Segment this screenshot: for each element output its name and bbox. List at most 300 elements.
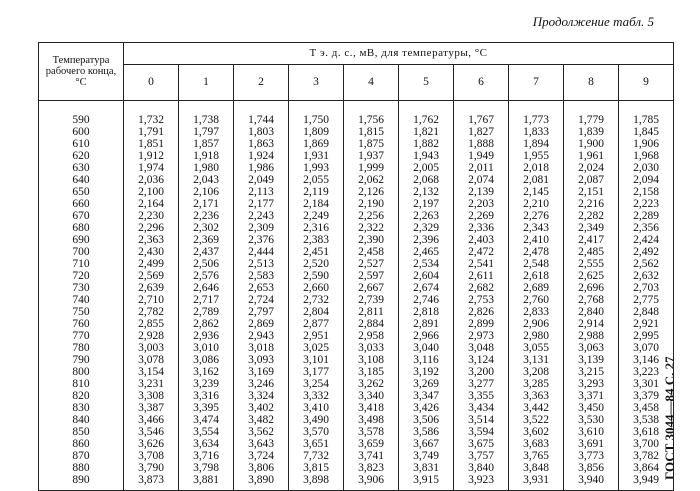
emf-cell: 2,717: [179, 294, 234, 306]
emf-cell: 1,821: [399, 126, 454, 138]
emf-cell: 2,164: [124, 198, 179, 210]
emf-cell: 2,343: [509, 222, 564, 234]
emf-cell: 2,094: [619, 174, 674, 186]
table-row: [39, 174, 674, 186]
emf-cell: 2,966: [399, 330, 454, 342]
emf-cell: 2,891: [399, 318, 454, 330]
temperature-cell: 880: [39, 462, 124, 474]
emf-cell: 2,106: [179, 186, 234, 198]
emf-cell: 2,356: [619, 222, 674, 234]
emf-cell: 2,329: [399, 222, 454, 234]
emf-cell: 2,646: [179, 282, 234, 294]
emf-cell: 1,894: [509, 138, 564, 150]
emf-cell: 2,081: [509, 174, 564, 186]
emf-cell: 2,804: [289, 306, 344, 318]
table-row: [39, 162, 674, 174]
column-header-2: 2: [234, 64, 289, 100]
emf-cell: 2,562: [619, 258, 674, 270]
emf-cell: 3,618: [619, 426, 674, 438]
table-continuation-caption: Продолжение табл. 5: [532, 14, 654, 29]
temperature-cell: 710: [39, 258, 124, 270]
emf-cell: 3,873: [124, 474, 179, 491]
emf-cell: 2,171: [179, 198, 234, 210]
emf-cell: 2,074: [454, 174, 509, 186]
emf-cell: 3,634: [179, 438, 234, 450]
column-header-1: 1: [179, 64, 234, 100]
table-row: [39, 186, 674, 198]
emf-cell: 3,651: [289, 438, 344, 450]
emf-cell: 3,602: [509, 426, 564, 438]
header-temperature: Температура рабочего конца, °С: [39, 43, 124, 101]
emf-cell: 2,011: [454, 162, 509, 174]
emf-cell: 1,980: [179, 162, 234, 174]
emf-cell: 3,308: [124, 390, 179, 402]
temperature-cell: 690: [39, 234, 124, 246]
column-header-4: 4: [344, 64, 399, 100]
column-header-6: 6: [454, 64, 509, 100]
emf-cell: 2,492: [619, 246, 674, 258]
emf-cell: 2,855: [124, 318, 179, 330]
emf-cell: 1,986: [234, 162, 289, 174]
emf-cell: 3,379: [619, 390, 674, 402]
emf-cell: 2,921: [619, 318, 674, 330]
emf-cell: 3,724: [234, 450, 289, 462]
emf-cell: 2,980: [509, 330, 564, 342]
emf-cell: 3,522: [509, 414, 564, 426]
emf-cell: 3,474: [179, 414, 234, 426]
emf-cell: 3,906: [344, 474, 399, 491]
emf-cell: 2,465: [399, 246, 454, 258]
emf-cell: 2,760: [509, 294, 564, 306]
emf-cell: 2,995: [619, 330, 674, 342]
emf-cell: 2,696: [564, 282, 619, 294]
emf-cell: 2,263: [399, 210, 454, 222]
emf-cell: 2,569: [124, 270, 179, 282]
emf-cell: 2,139: [454, 186, 509, 198]
emf-cell: 1,785: [619, 114, 674, 126]
emf-cell: 2,087: [564, 174, 619, 186]
emf-cell: 3,070: [619, 342, 674, 354]
emf-cell: 3,570: [289, 426, 344, 438]
emf-cell: 3,675: [454, 438, 509, 450]
emf-cell: 2,190: [344, 198, 399, 210]
temperature-cell: 720: [39, 270, 124, 282]
emf-cell: 3,773: [564, 450, 619, 462]
emf-cell: 2,513: [234, 258, 289, 270]
emf-cell: 2,534: [399, 258, 454, 270]
emf-cell: 3,514: [454, 414, 509, 426]
emf-cell: 2,689: [509, 282, 564, 294]
emf-cell: 2,520: [289, 258, 344, 270]
emf-cell: 2,833: [509, 306, 564, 318]
emf-cell: 2,951: [289, 330, 344, 342]
emf-cell: 3,890: [234, 474, 289, 491]
temperature-cell: 840: [39, 414, 124, 426]
emf-cell: 2,043: [179, 174, 234, 186]
temperature-cell: 620: [39, 150, 124, 162]
emf-cell: 2,210: [509, 198, 564, 210]
emf-cell: 3,708: [124, 450, 179, 462]
emf-cell: 2,789: [179, 306, 234, 318]
emf-cell: 2,797: [234, 306, 289, 318]
temperature-cell: 750: [39, 306, 124, 318]
emf-cell: 2,197: [399, 198, 454, 210]
emf-cell: 3,749: [399, 450, 454, 462]
emf-cell: 2,119: [289, 186, 344, 198]
emf-cell: 3,285: [509, 378, 564, 390]
column-header-3: 3: [289, 64, 344, 100]
emf-cell: 2,768: [564, 294, 619, 306]
emf-cell: 3,586: [399, 426, 454, 438]
emf-cell: 2,068: [399, 174, 454, 186]
emf-cell: 2,753: [454, 294, 509, 306]
table-row: [39, 318, 674, 330]
column-header-9: 9: [619, 64, 674, 100]
table-row: [39, 210, 674, 222]
emf-cell: 3,301: [619, 378, 674, 390]
emf-cell: 3,426: [399, 402, 454, 414]
emf-cell: 3,316: [179, 390, 234, 402]
emf-cell: 2,005: [399, 162, 454, 174]
temperature-cell: 640: [39, 174, 124, 186]
column-header-0: 0: [124, 64, 179, 100]
temperature-cell: 860: [39, 438, 124, 450]
emf-cell: 2,126: [344, 186, 399, 198]
table-row: [39, 342, 674, 354]
emf-cell: 2,018: [509, 162, 564, 174]
emf-cell: 2,611: [454, 270, 509, 282]
emf-cell: 3,790: [124, 462, 179, 474]
emf-cell: 2,458: [344, 246, 399, 258]
emf-cell: 1,833: [509, 126, 564, 138]
table-row: [39, 390, 674, 402]
emf-cell: 3,162: [179, 366, 234, 378]
temperature-cell: 740: [39, 294, 124, 306]
table-row: [39, 282, 674, 294]
emf-cell: 2,877: [289, 318, 344, 330]
emf-cell: 2,216: [564, 198, 619, 210]
temperature-cell: 770: [39, 330, 124, 342]
emf-cell: 3,332: [289, 390, 344, 402]
table-row: [39, 234, 674, 246]
emf-table: [38, 42, 674, 491]
emf-cell: 3,782: [619, 450, 674, 462]
emf-cell: 2,618: [509, 270, 564, 282]
emf-cell: 1,993: [289, 162, 344, 174]
emf-cell: 1,839: [564, 126, 619, 138]
emf-cell: 3,018: [234, 342, 289, 354]
emf-cell: 2,862: [179, 318, 234, 330]
emf-cell: 2,151: [564, 186, 619, 198]
emf-cell: 3,293: [564, 378, 619, 390]
table-row: [39, 198, 674, 210]
emf-cell: 2,869: [234, 318, 289, 330]
emf-cell: 3,215: [564, 366, 619, 378]
emf-cell: 2,775: [619, 294, 674, 306]
emf-cell: 3,003: [124, 342, 179, 354]
emf-cell: 1,906: [619, 138, 674, 150]
temperature-cell: 630: [39, 162, 124, 174]
emf-cell: 2,632: [619, 270, 674, 282]
emf-cell: 3,371: [564, 390, 619, 402]
emf-cell: 2,100: [124, 186, 179, 198]
table-row: [39, 438, 674, 450]
table-row: [39, 246, 674, 258]
temperature-cell: 610: [39, 138, 124, 150]
emf-cell: 3,466: [124, 414, 179, 426]
emf-cell: 2,282: [564, 210, 619, 222]
emf-cell: 1,815: [344, 126, 399, 138]
emf-cell: 3,395: [179, 402, 234, 414]
emf-cell: 3,363: [509, 390, 564, 402]
emf-cell: 2,036: [124, 174, 179, 186]
emf-cell: 1,961: [564, 150, 619, 162]
emf-cell: 3,139: [564, 354, 619, 366]
emf-cell: 2,848: [619, 306, 674, 318]
emf-cell: 2,236: [179, 210, 234, 222]
temperature-cell: 850: [39, 426, 124, 438]
emf-cell: 3,169: [234, 366, 289, 378]
emf-cell: 3,659: [344, 438, 399, 450]
emf-cell: 3,262: [344, 378, 399, 390]
emf-cell: 3,490: [289, 414, 344, 426]
emf-cell: 2,660: [289, 282, 344, 294]
emf-cell: 3,387: [124, 402, 179, 414]
table-row: [39, 294, 674, 306]
emf-cell: 3,643: [234, 438, 289, 450]
emf-cell: 7,732: [289, 450, 344, 462]
emf-cell: 2,451: [289, 246, 344, 258]
emf-cell: 1,943: [399, 150, 454, 162]
emf-cell: 3,254: [289, 378, 344, 390]
emf-cell: 2,597: [344, 270, 399, 282]
emf-cell: 3,355: [454, 390, 509, 402]
emf-cell: 2,674: [399, 282, 454, 294]
table-row: [39, 330, 674, 342]
emf-cell: 2,158: [619, 186, 674, 198]
emf-cell: 2,973: [454, 330, 509, 342]
emf-cell: 2,818: [399, 306, 454, 318]
emf-cell: 2,914: [564, 318, 619, 330]
emf-cell: 3,269: [399, 378, 454, 390]
emf-cell: 1,882: [399, 138, 454, 150]
emf-cell: 3,700: [619, 438, 674, 450]
temperature-cell: 820: [39, 390, 124, 402]
emf-cell: 3,177: [289, 366, 344, 378]
emf-cell: 3,546: [124, 426, 179, 438]
emf-cell: 2,682: [454, 282, 509, 294]
emf-cell: 2,958: [344, 330, 399, 342]
emf-cell: 3,554: [179, 426, 234, 438]
emf-cell: 2,928: [124, 330, 179, 342]
emf-cell: 3,063: [564, 342, 619, 354]
emf-cell: 1,888: [454, 138, 509, 150]
emf-cell: 3,881: [179, 474, 234, 491]
table-row: [39, 270, 674, 282]
temperature-cell: 800: [39, 366, 124, 378]
emf-cell: 1,900: [564, 138, 619, 150]
emf-cell: 3,716: [179, 450, 234, 462]
emf-cell: 2,625: [564, 270, 619, 282]
emf-cell: 2,506: [179, 258, 234, 270]
emf-cell: 2,289: [619, 210, 674, 222]
emf-cell: 3,691: [564, 438, 619, 450]
emf-cell: 3,450: [564, 402, 619, 414]
emf-cell: 1,809: [289, 126, 344, 138]
temperature-cell: 660: [39, 198, 124, 210]
standard-page-label: ГОСТ 3044—84 С. 27: [662, 356, 677, 480]
table-row: [39, 474, 674, 491]
emf-cell: 1,949: [454, 150, 509, 162]
emf-cell: 3,324: [234, 390, 289, 402]
emf-cell: 3,562: [234, 426, 289, 438]
emf-cell: 1,791: [124, 126, 179, 138]
temperature-cell: 870: [39, 450, 124, 462]
emf-cell: 3,223: [619, 366, 674, 378]
emf-cell: 3,239: [179, 378, 234, 390]
emf-cell: 2,113: [234, 186, 289, 198]
emf-cell: 3,208: [509, 366, 564, 378]
emf-cell: 1,924: [234, 150, 289, 162]
table-row: [39, 150, 674, 162]
emf-cell: 3,530: [564, 414, 619, 426]
emf-cell: 2,276: [509, 210, 564, 222]
emf-cell: 3,626: [124, 438, 179, 450]
emf-cell: 2,256: [344, 210, 399, 222]
emf-cell: 2,249: [289, 210, 344, 222]
emf-cell: 3,277: [454, 378, 509, 390]
table-row: [39, 306, 674, 318]
emf-cell: 3,498: [344, 414, 399, 426]
emf-cell: 2,376: [234, 234, 289, 246]
temperature-cell: 670: [39, 210, 124, 222]
emf-cell: 1,845: [619, 126, 674, 138]
emf-cell: 2,177: [234, 198, 289, 210]
emf-cell: 3,048: [454, 342, 509, 354]
emf-cell: 3,347: [399, 390, 454, 402]
emf-cell: 2,943: [234, 330, 289, 342]
emf-cell: 3,146: [619, 354, 674, 366]
emf-cell: 3,410: [289, 402, 344, 414]
table-row: [39, 126, 674, 138]
emf-cell: 3,442: [509, 402, 564, 414]
emf-cell: 3,848: [509, 462, 564, 474]
table-row: [39, 354, 674, 366]
emf-cell: 2,782: [124, 306, 179, 318]
emf-cell: 2,811: [344, 306, 399, 318]
temperature-cell: 730: [39, 282, 124, 294]
emf-cell: 3,940: [564, 474, 619, 491]
emf-cell: 2,132: [399, 186, 454, 198]
table-row: [39, 378, 674, 390]
emf-cell: 2,049: [234, 174, 289, 186]
emf-cell: 3,915: [399, 474, 454, 491]
emf-cell: 2,604: [399, 270, 454, 282]
emf-cell: 3,538: [619, 414, 674, 426]
emf-cell: 2,349: [564, 222, 619, 234]
emf-cell: 2,444: [234, 246, 289, 258]
emf-cell: 3,055: [509, 342, 564, 354]
emf-cell: 1,937: [344, 150, 399, 162]
emf-cell: 3,458: [619, 402, 674, 414]
emf-cell: 1,732: [124, 114, 179, 126]
emf-cell: 2,269: [454, 210, 509, 222]
emf-cell: 3,765: [509, 450, 564, 462]
emf-cell: 2,184: [289, 198, 344, 210]
emf-cell: 2,639: [124, 282, 179, 294]
emf-cell: 1,869: [289, 138, 344, 150]
emf-cell: 1,851: [124, 138, 179, 150]
emf-cell: 2,396: [399, 234, 454, 246]
column-header-5: 5: [399, 64, 454, 100]
emf-cell: 2,322: [344, 222, 399, 234]
emf-cell: 2,410: [509, 234, 564, 246]
emf-cell: 1,762: [399, 114, 454, 126]
emf-cell: 1,912: [124, 150, 179, 162]
table-row: [39, 114, 674, 126]
emf-cell: 1,803: [234, 126, 289, 138]
emf-cell: 3,192: [399, 366, 454, 378]
emf-cell: 2,309: [234, 222, 289, 234]
emf-cell: 3,340: [344, 390, 399, 402]
emf-cell: 2,223: [619, 198, 674, 210]
emf-cell: 2,430: [124, 246, 179, 258]
emf-cell: 1,875: [344, 138, 399, 150]
emf-cell: 2,369: [179, 234, 234, 246]
column-header-7: 7: [509, 64, 564, 100]
emf-cell: 1,968: [619, 150, 674, 162]
temperature-cell: 780: [39, 342, 124, 354]
emf-cell: 2,936: [179, 330, 234, 342]
emf-cell: 2,296: [124, 222, 179, 234]
temperature-cell: 680: [39, 222, 124, 234]
emf-cell: 3,823: [344, 462, 399, 474]
temperature-cell: 830: [39, 402, 124, 414]
emf-cell: 3,033: [344, 342, 399, 354]
emf-cell: 2,243: [234, 210, 289, 222]
emf-cell: 3,010: [179, 342, 234, 354]
emf-cell: 1,797: [179, 126, 234, 138]
emf-cell: 2,555: [564, 258, 619, 270]
emf-cell: 3,200: [454, 366, 509, 378]
emf-cell: 1,738: [179, 114, 234, 126]
emf-cell: 1,827: [454, 126, 509, 138]
emf-cell: 2,703: [619, 282, 674, 294]
temperature-cell: 700: [39, 246, 124, 258]
emf-cell: 1,779: [564, 114, 619, 126]
emf-cell: 2,478: [509, 246, 564, 258]
emf-cell: 3,864: [619, 462, 674, 474]
temperature-cell: 650: [39, 186, 124, 198]
emf-cell: 2,316: [289, 222, 344, 234]
emf-cell: 3,815: [289, 462, 344, 474]
emf-cell: 3,434: [454, 402, 509, 414]
emf-cell: 2,417: [564, 234, 619, 246]
emf-cell: 2,583: [234, 270, 289, 282]
emf-cell: 1,918: [179, 150, 234, 162]
emf-cell: 2,667: [344, 282, 399, 294]
emf-cell: 2,906: [509, 318, 564, 330]
emf-cell: 3,124: [454, 354, 509, 366]
table-row: [39, 258, 674, 270]
emf-cell: 3,757: [454, 450, 509, 462]
emf-cell: 3,078: [124, 354, 179, 366]
temperature-cell: 790: [39, 354, 124, 366]
emf-cell: 2,548: [509, 258, 564, 270]
emf-cell: 2,840: [564, 306, 619, 318]
table-row: [39, 366, 674, 378]
table-row: [39, 402, 674, 414]
